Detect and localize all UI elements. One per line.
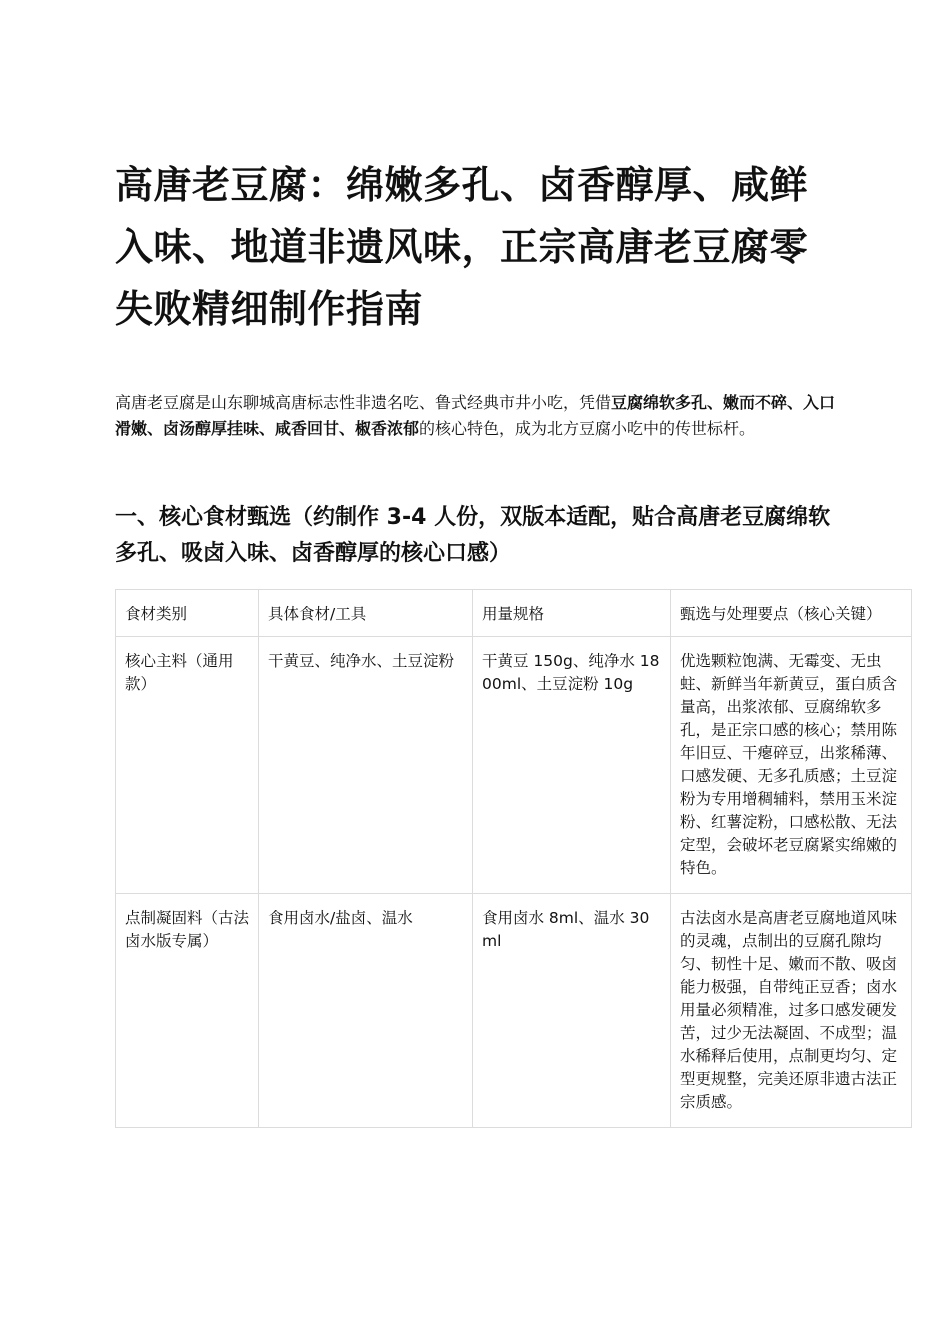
cell-items: 食用卤水/盐卤、温水 <box>259 894 473 1128</box>
intro-lead: 高唐老豆腐是山东聊城高唐标志性非遗名吃、鲁式经典市井小吃，凭借 <box>115 393 612 412</box>
section-heading-1: 一、核心食材甄选（约制作 3-4 人份，双版本适配，贴合高唐老豆腐绵软多孔、吸卤入味、卤香醇厚的核心口感） <box>115 505 831 566</box>
intro-paragraph <box>115 390 840 442</box>
header-cell: 食材类别 <box>116 590 259 637</box>
intro-tail: 的核心特色，成为北方豆腐小吃中的传世标杆。 <box>419 419 756 438</box>
cell-amount: 食用卤水 8ml、温水 30ml <box>473 894 671 1128</box>
cell-items: 干黄豆、纯净水、土豆淀粉 <box>259 637 473 894</box>
cell-notes: 古法卤水是高唐老豆腐地道风味的灵魂，点制出的豆腐孔隙均匀、韧性十足、嫩而不散、吸卤能力极强，自带纯正豆香；卤水用量必须精准，过多口感发硬发苦，过少无法凝固、不成型；温水稀释后使用，点制更均匀、定型更规整，完美还原非遗古法正宗质感。 <box>671 894 912 1128</box>
table-row <box>116 894 912 1128</box>
header-cell: 具体食材/工具 <box>259 590 473 637</box>
table-header-row <box>116 590 912 637</box>
cell-category: 点制凝固料（古法卤水版专属） <box>116 894 259 1128</box>
intro-bold: 豆腐绵软多孔、嫩而不碎、入口滑嫩、卤汤醇厚挂味、咸香回甘、椒香浓郁 <box>115 393 836 438</box>
ingredients-table <box>115 589 912 1128</box>
header-cell: 用量规格 <box>473 590 671 637</box>
cell-amount: 干黄豆 150g、纯净水 1800ml、土豆淀粉 10g <box>473 637 671 894</box>
table-row <box>116 637 912 894</box>
page-title: 高唐老豆腐：绵嫩多孔、卤香醇厚、咸鲜入味、地道非遗风味，正宗高唐老豆腐零失败精细制作指南 <box>115 163 809 331</box>
header-cell: 甄选与处理要点（核心关键） <box>671 590 912 637</box>
cell-notes: 优选颗粒饱满、无霉变、无虫蛀、新鲜当年新黄豆，蛋白质含量高，出浆浓郁、豆腐绵软多孔，是正宗口感的核心；禁用陈年旧豆、干瘪碎豆，出浆稀薄、口感发硬、无多孔质感；土豆淀粉为专用增稠辅料，禁用玉米淀粉、红薯淀粉，口感松散、无法定型，会破坏老豆腐紧实绵嫩的特色。 <box>671 637 912 894</box>
cell-category: 核心主料（通用款） <box>116 637 259 894</box>
